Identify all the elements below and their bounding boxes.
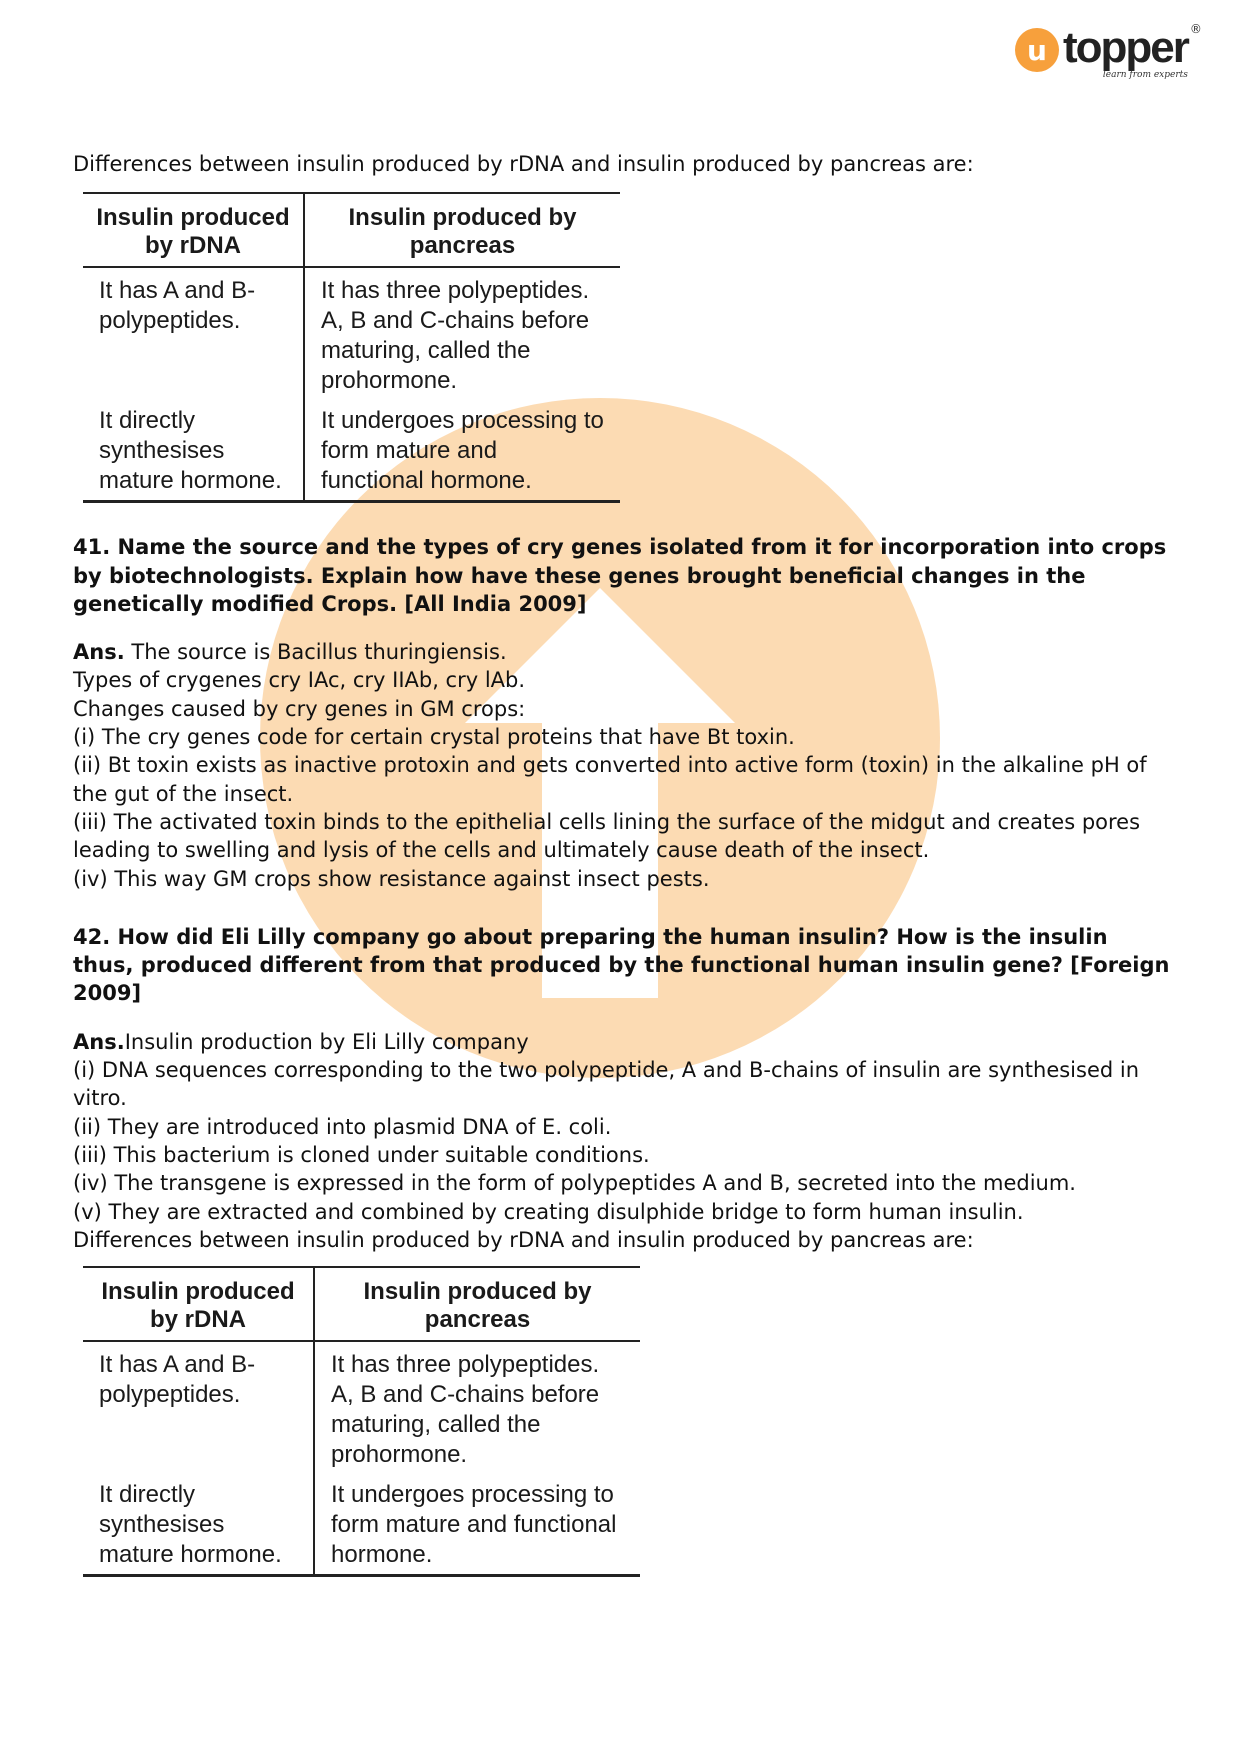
answer-text: The source is Bacillus thuringiensis. (124, 640, 507, 665)
ans-label: Ans. (73, 1029, 125, 1054)
answer-line: (ii) They are introduced into plasmid DNA of E. coli. (73, 1114, 612, 1139)
table-header: Insulin produced by pancreas (314, 1267, 640, 1341)
table-cell: It has A and B-polypeptides. (83, 1341, 314, 1472)
comparison-table (83, 1266, 640, 1577)
answer-line: (iii) The activated toxin binds to the epithelial cells lining the surface of the midgut and creates pores leading to swelling and lysis of the cells and ultimately cause death of the insect. (73, 809, 1141, 863)
table-cell: It directly synthesises mature hormone. (83, 1472, 314, 1576)
brand-logo (1015, 22, 1202, 80)
table-cell: It directly synthesises mature hormone. (83, 398, 304, 502)
answer-line (73, 638, 1173, 666)
table-cell: It undergoes processing to form mature and functional hormone. (314, 1472, 640, 1576)
table-cell: It has A and B-polypeptides. (83, 267, 304, 398)
table-cell: It has three polypeptides. A, B and C-chains before maturing, called the prohormone. (331, 1351, 600, 1469)
logo-wordmark: topper (1063, 23, 1188, 72)
answer-line: (iv) The transgene is expressed in the form of polypeptides A and B, secreted into the medium. (73, 1171, 1076, 1196)
answer-line: Differences between insulin produced by rDNA and insulin produced by pancreas are: (73, 1227, 974, 1252)
table-cell: It has three polypeptides. A, B and C-chains before maturing, called the prohormone. (321, 277, 590, 395)
answer-41 (73, 638, 1173, 893)
question-41: 41. Name the source and the types of cry genes isolated from it for incorporation into crops by biotechnologists. Explain how have these genes brought beneficial changes in the genetically modified Crops. [All India 2009] (73, 535, 1167, 616)
logo-icon: u (1015, 28, 1059, 72)
comparison-table (83, 192, 620, 503)
answer-line: Types of crygenes cry IAc, cry IIAb, cry lAb. (73, 668, 526, 693)
intro-text: Differences between insulin produced by rDNA and insulin produced by pancreas are: (73, 152, 974, 176)
answer-42 (73, 1028, 1173, 1254)
question-42: 42. How did Eli Lilly company go about preparing the human insulin? How is the insulin thus, produced different from that produced by the functional human insulin gene? [Foreign 2009] (73, 924, 1170, 1006)
table-cell: It undergoes processing to form mature and functional hormone. (304, 398, 620, 502)
answer-line (73, 1028, 1173, 1056)
answer-line: (iv) This way GM crops show resistance against insect pests. (73, 866, 710, 891)
answer-text: Insulin production by Eli Lilly company (124, 1029, 529, 1054)
answer-line: (i) The cry genes code for certain crystal proteins that have Bt toxin. (73, 725, 795, 750)
answer-line: (i) DNA sequences corresponding to the two polypeptide, A and B-chains of insulin are synthesised in vitro. (73, 1058, 1140, 1111)
answer-line: (ii) Bt toxin exists as inactive protoxin and gets converted into active form (toxin) in the alkaline pH of the gut of the insect. (73, 753, 1147, 806)
answer-line: (v) They are extracted and combined by creating disulphide bridge to form human insulin. (73, 1199, 1024, 1224)
table-header: Insulin produced by rDNA (83, 193, 304, 267)
answer-line: (iii) This bacterium is cloned under suitable conditions. (73, 1142, 650, 1167)
answer-line: Changes caused by cry genes in GM crops: (73, 696, 526, 721)
ans-label: Ans. (73, 640, 125, 665)
page-content (73, 150, 1173, 1577)
registered-mark: ® (1189, 22, 1202, 36)
table-header: Insulin produced by rDNA (83, 1267, 314, 1341)
table-header: Insulin produced by pancreas (304, 193, 620, 267)
logo-tagline: learn from experts (1102, 70, 1188, 80)
